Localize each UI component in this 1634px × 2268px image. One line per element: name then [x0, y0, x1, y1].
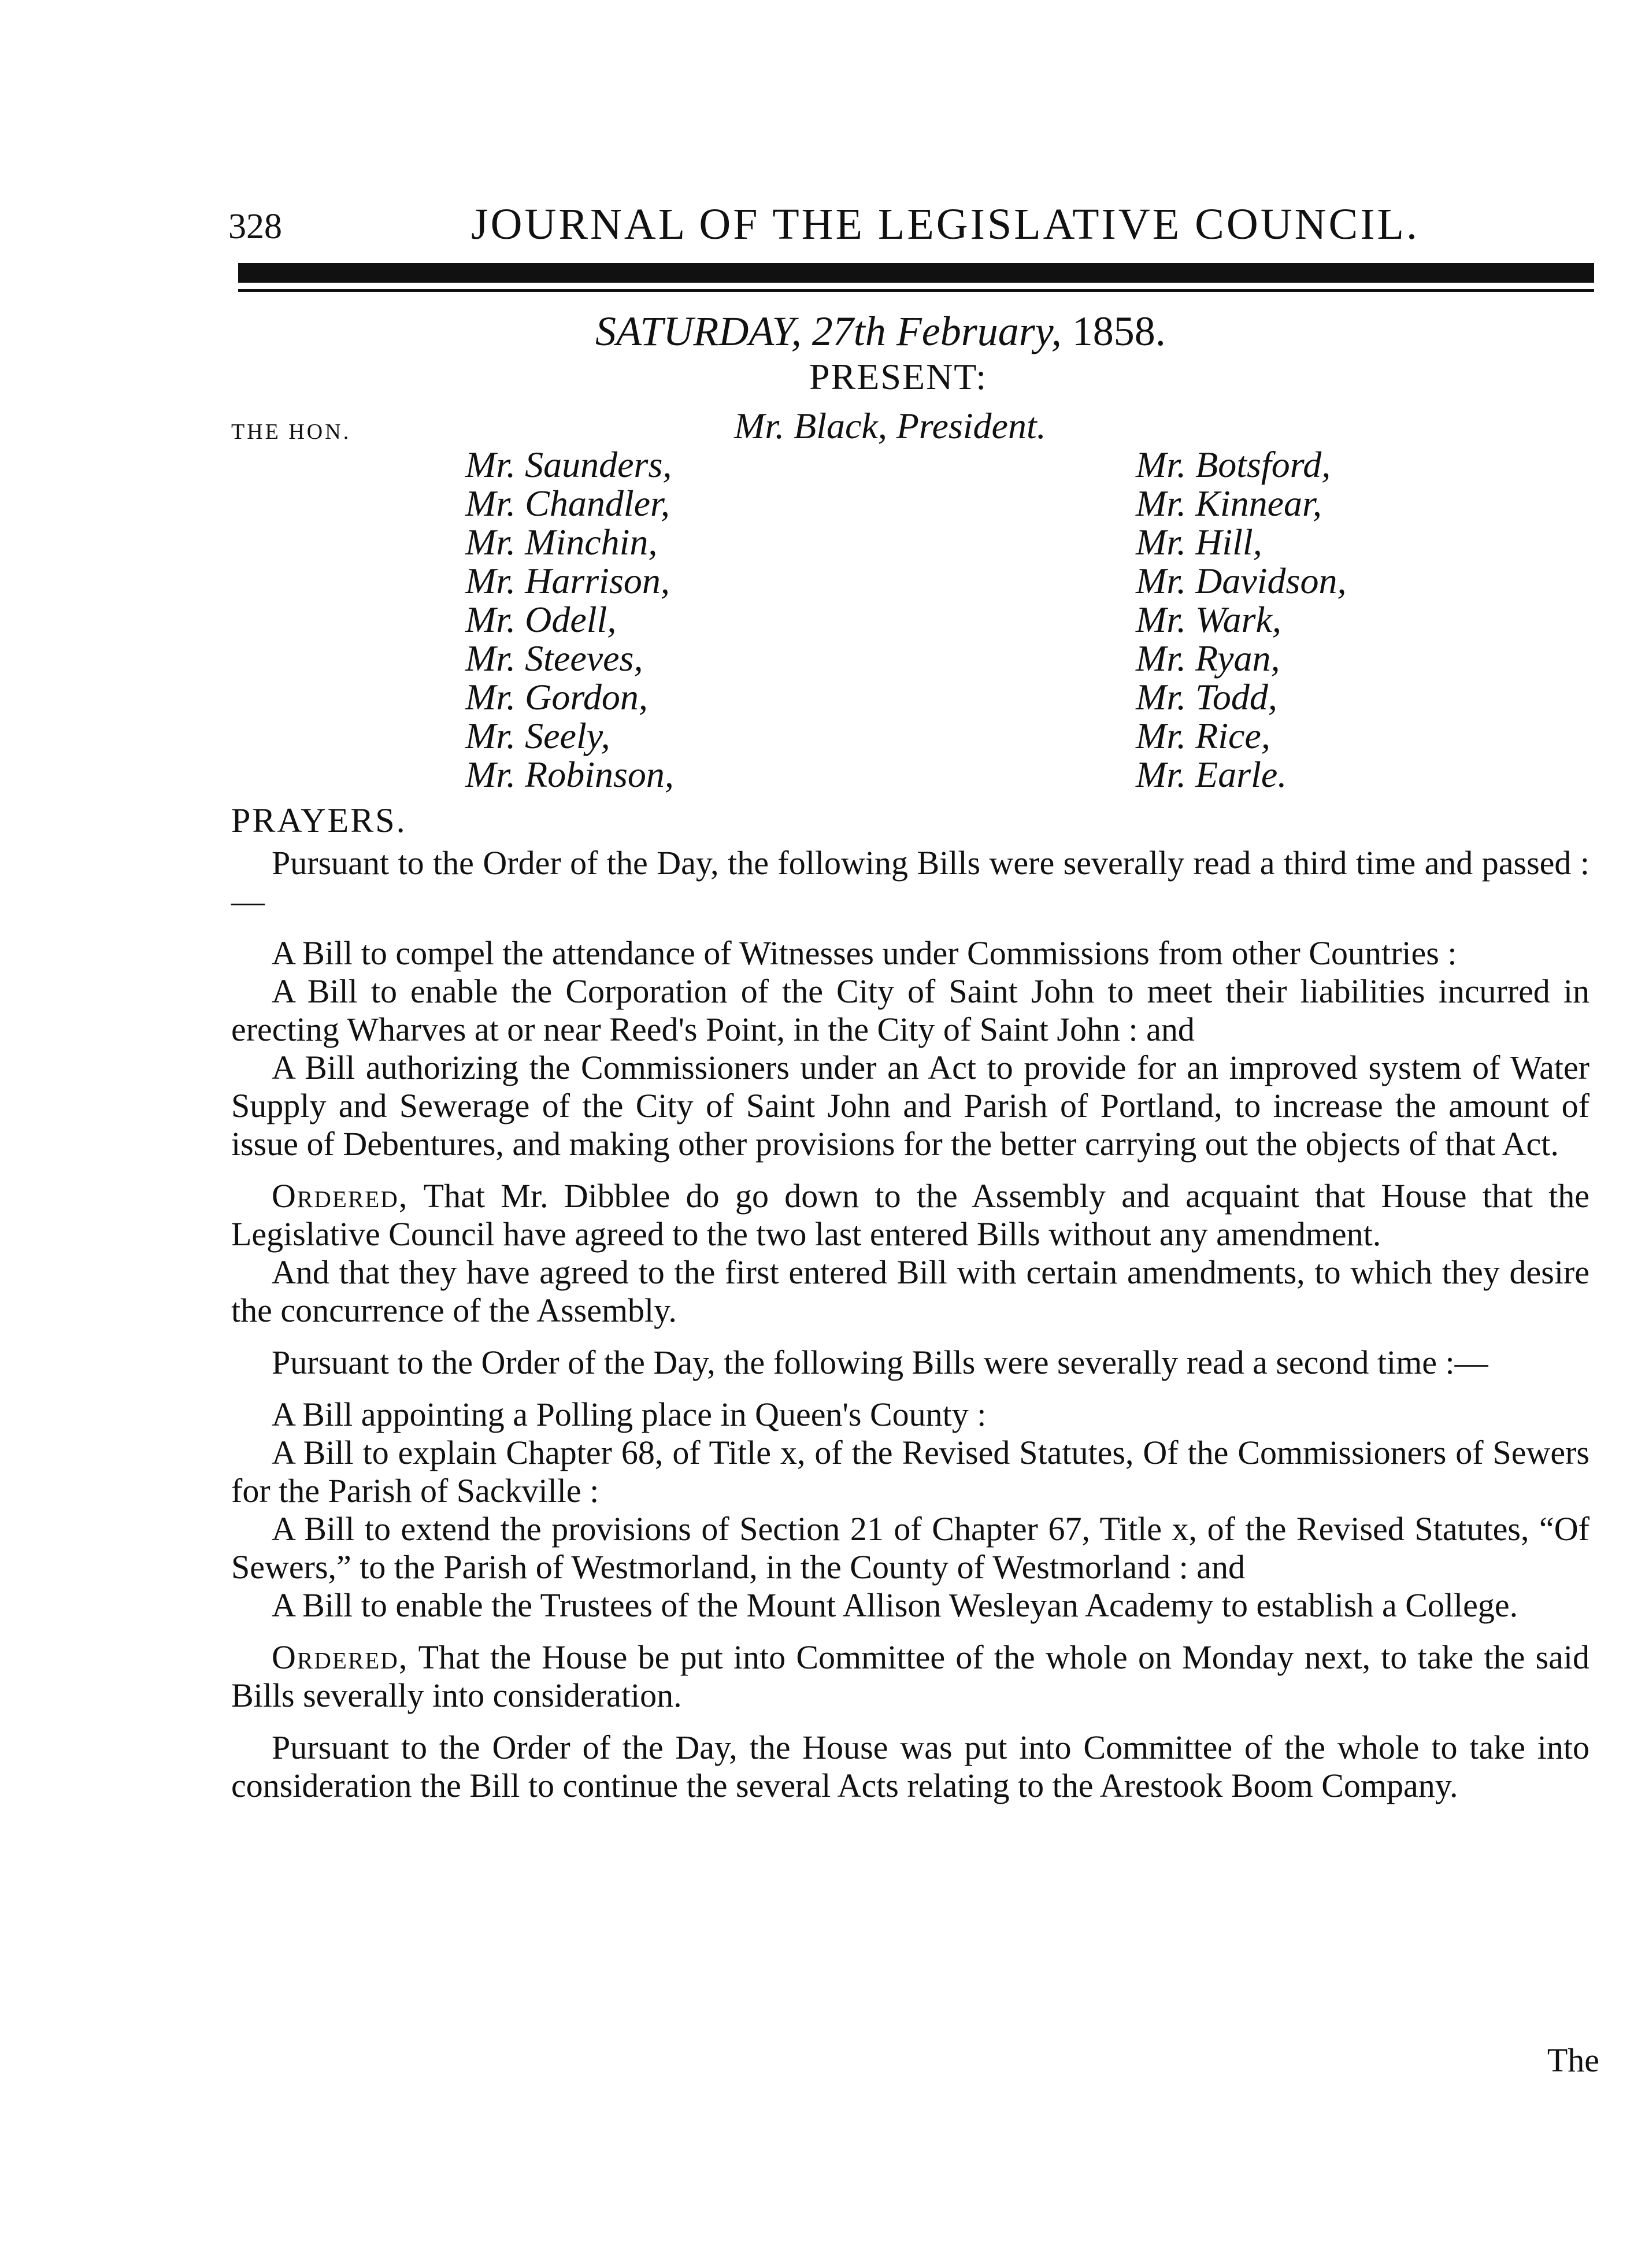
catchword: The [1547, 2041, 1599, 2079]
member-name: Mr. Saunders, [465, 444, 672, 485]
member-name: Mr. Minchin, [465, 521, 658, 563]
ordered-lead: Ordered, [272, 1638, 409, 1676]
running-title: JOURNAL OF THE LEGISLATIVE COUNCIL. [471, 200, 1420, 249]
sitting-date [595, 308, 1166, 356]
member-name: Mr. Davidson, [1136, 560, 1347, 601]
page-number: 328 [228, 207, 282, 246]
member-name: Mr. Earle. [1136, 754, 1287, 795]
sitting-day: SATURDAY, [595, 308, 802, 354]
present-label: PRESENT: [809, 356, 987, 397]
paragraph: A Bill to compel the attendance of Witnesses under Commissions from other Countries : [272, 934, 1457, 972]
header-rule-thin [238, 289, 1594, 292]
ordered-lead: Ordered, [272, 1177, 409, 1215]
member-name: Mr. Wark, [1136, 599, 1281, 640]
paragraph: A Bill appointing a Polling place in Queen's County : [272, 1396, 987, 1433]
paragraph: Pursuant to the Order of the Day, the following Bills were severally read a second time :— [272, 1344, 1488, 1381]
member-name: Mr. Gordon, [465, 676, 648, 717]
member-name: Mr. Harrison, [465, 560, 670, 601]
member-name: Mr. Ryan, [1136, 638, 1280, 679]
journal-body [231, 844, 1589, 1805]
member-name: Mr. Kinnear, [1136, 483, 1322, 524]
member-name: Mr. Rice, [1136, 715, 1270, 756]
paragraph: A Bill to enable the Trustees of the Mount Allison Wesleyan Academy to establish a College. [272, 1586, 1518, 1624]
paragraph-text: That Mr. Dibblee do go down to the Assembly and acquaint that House that the Legislative Council have agreed to the two last entered Bills without any amendment. [231, 1177, 1589, 1253]
member-name: Mr. Robinson, [465, 754, 674, 795]
member-name: Mr. Steeves, [465, 638, 643, 679]
member-name: Mr. Hill, [1136, 521, 1262, 563]
paragraph: A Bill to extend the provisions of Section 21 of Chapter 67, Title x, of the Revised Statutes, “Of Sewers,” to the Parish of Westmorland, in the County of Westmorland : and [231, 1510, 1589, 1586]
member-name: Mr. Odell, [465, 599, 617, 640]
member-name: Mr. Botsford, [1136, 444, 1331, 485]
paragraph: A Bill authorizing the Commissioners under an Act to provide for an improved system of Water Supply and Sewerage of the City of Saint John and Parish of Portland, to increase the amount of issue of Debentures, and making other provisions for the better carrying out the objects of that Act. [231, 1049, 1589, 1163]
paragraph: A Bill to explain Chapter 68, of Title x, of the Revised Statutes, Of the Commissioners of Sewers for the Parish of Sackville : [231, 1434, 1589, 1509]
president-name: Mr. Black, President. [734, 405, 1046, 446]
the-hon-label: THE HON. [231, 420, 351, 444]
paragraph: A Bill to enable the Corporation of the City of Saint John to meet their liabilities incurred in erecting Wharves at or near Reed's Point, in the City of Saint John : and [231, 972, 1589, 1048]
member-name: Mr. Seely, [465, 715, 610, 756]
prayers-heading: PRAYERS. [231, 801, 407, 839]
paragraph-text: That the House be put into Committee of the whole on Monday next, to take the said Bills severally into consideration. [231, 1638, 1589, 1714]
paragraph [231, 1638, 1589, 1715]
members-left-column [465, 445, 674, 794]
members-right-column [1136, 445, 1346, 794]
sitting-month: February, [896, 308, 1062, 354]
paragraph: Pursuant to the Order of the Day, the House was put into Committee of the whole to take into consideration the Bill to continue the several Acts relating to the Arestook Boom Company. [231, 1729, 1589, 1804]
member-name: Mr. Todd, [1136, 676, 1277, 717]
page-header [228, 199, 1598, 257]
header-rule-thick [238, 263, 1594, 283]
sitting-date-ordinal: 27th [812, 308, 886, 354]
paragraph: Pursuant to the Order of the Day, the following Bills were severally read a third time and passed :— [231, 844, 1589, 920]
paragraph: And that they have agreed to the first entered Bill with certain amendments, to which they desire the concurrence of the Assembly. [231, 1253, 1589, 1329]
paragraph [231, 1177, 1589, 1253]
sitting-year: 1858. [1072, 308, 1166, 354]
member-name: Mr. Chandler, [465, 483, 670, 524]
